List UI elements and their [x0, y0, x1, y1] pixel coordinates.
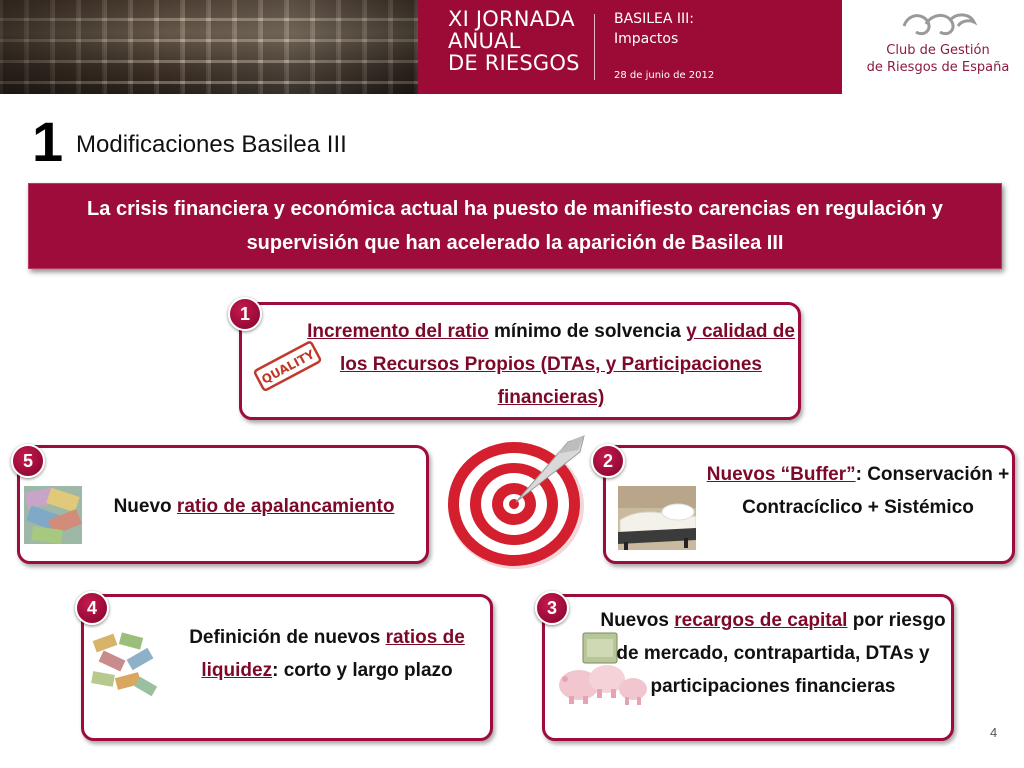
euro-bills-icon: [24, 486, 82, 544]
card-4-prefix: Definición de nuevos: [189, 627, 386, 648]
card-leverage-ratio: [17, 445, 429, 564]
card-4-text: [166, 621, 488, 687]
page-number: 4: [990, 725, 998, 740]
card-1-text: [304, 315, 798, 414]
card-3-rest: por riesgo de mercado, contrapartida, DTAs y participaciones financieras: [616, 610, 946, 697]
badge-3: 3: [535, 591, 569, 625]
card-1-underlined-start: Incremento del ratio: [307, 321, 489, 342]
card-1-underlined-end: y calidad de los Recursos Propios (DTAs, y Participaciones financieras): [340, 321, 795, 408]
event-title: [448, 8, 580, 74]
building-photo: [0, 0, 418, 94]
card-2-rest: : Conservación + Contracíclico + Sistémico: [742, 464, 1010, 518]
slide-header: [0, 0, 1024, 94]
event-title-line: ANUAL: [448, 29, 521, 53]
event-band: [418, 0, 842, 94]
event-topic-line: BASILEA III:: [614, 11, 694, 27]
card-capital-surcharges: [542, 594, 954, 741]
card-5-prefix: Nuevo: [113, 496, 177, 517]
org-name-line2: de Riesgos de España: [866, 60, 1010, 75]
badge-5: 5: [11, 444, 45, 478]
card-2-underlined: Nuevos “Buffer”: [706, 464, 856, 485]
badge-2: 2: [591, 444, 625, 478]
card-4-rest: : corto y largo plazo: [272, 660, 453, 681]
card-5-text: [80, 490, 428, 523]
event-title-line: XI JORNADA: [448, 7, 575, 31]
card-2-text: [702, 458, 1014, 524]
card-4-underlined: ratios de liquidez: [201, 627, 465, 681]
event-date: 28 de junio de 2012: [614, 70, 715, 81]
event-title-line: DE RIESGOS: [448, 51, 580, 75]
key-message-banner: La crisis financiera y económica actual ha puesto de manifiesto carencias en regulación y supervisión que han acelerado la aparición de Basilea III: [28, 183, 1002, 269]
card-buffers: [603, 445, 1015, 564]
card-solvency-ratio: [239, 302, 801, 420]
badge-4: 4: [75, 591, 109, 625]
card-3-underlined: recargos de capital: [674, 610, 848, 631]
target-icon: [438, 432, 588, 572]
org-name-line1: Club de Gestión: [886, 43, 990, 58]
badge-1: 1: [228, 297, 262, 331]
card-liquidity-ratios: [81, 594, 493, 741]
card-5-underlined: ratio de apalancamiento: [176, 496, 395, 517]
section-number: 1: [32, 110, 64, 173]
header-divider: [594, 14, 595, 80]
card-1-middle: mínimo de solvencia: [488, 321, 687, 342]
event-topic: [614, 9, 694, 49]
event-topic-line: Impactos: [614, 31, 679, 47]
bed-icon: [618, 486, 696, 550]
banknotes-icon: [90, 631, 160, 701]
section-title: Modificaciones Basilea III: [76, 131, 347, 158]
stamp-text: QUALITY: [259, 347, 317, 387]
card-3-text: [593, 604, 953, 703]
card-3-prefix: Nuevos: [600, 610, 675, 631]
club-logo-icon: [898, 10, 978, 40]
org-logo: [858, 10, 1018, 86]
